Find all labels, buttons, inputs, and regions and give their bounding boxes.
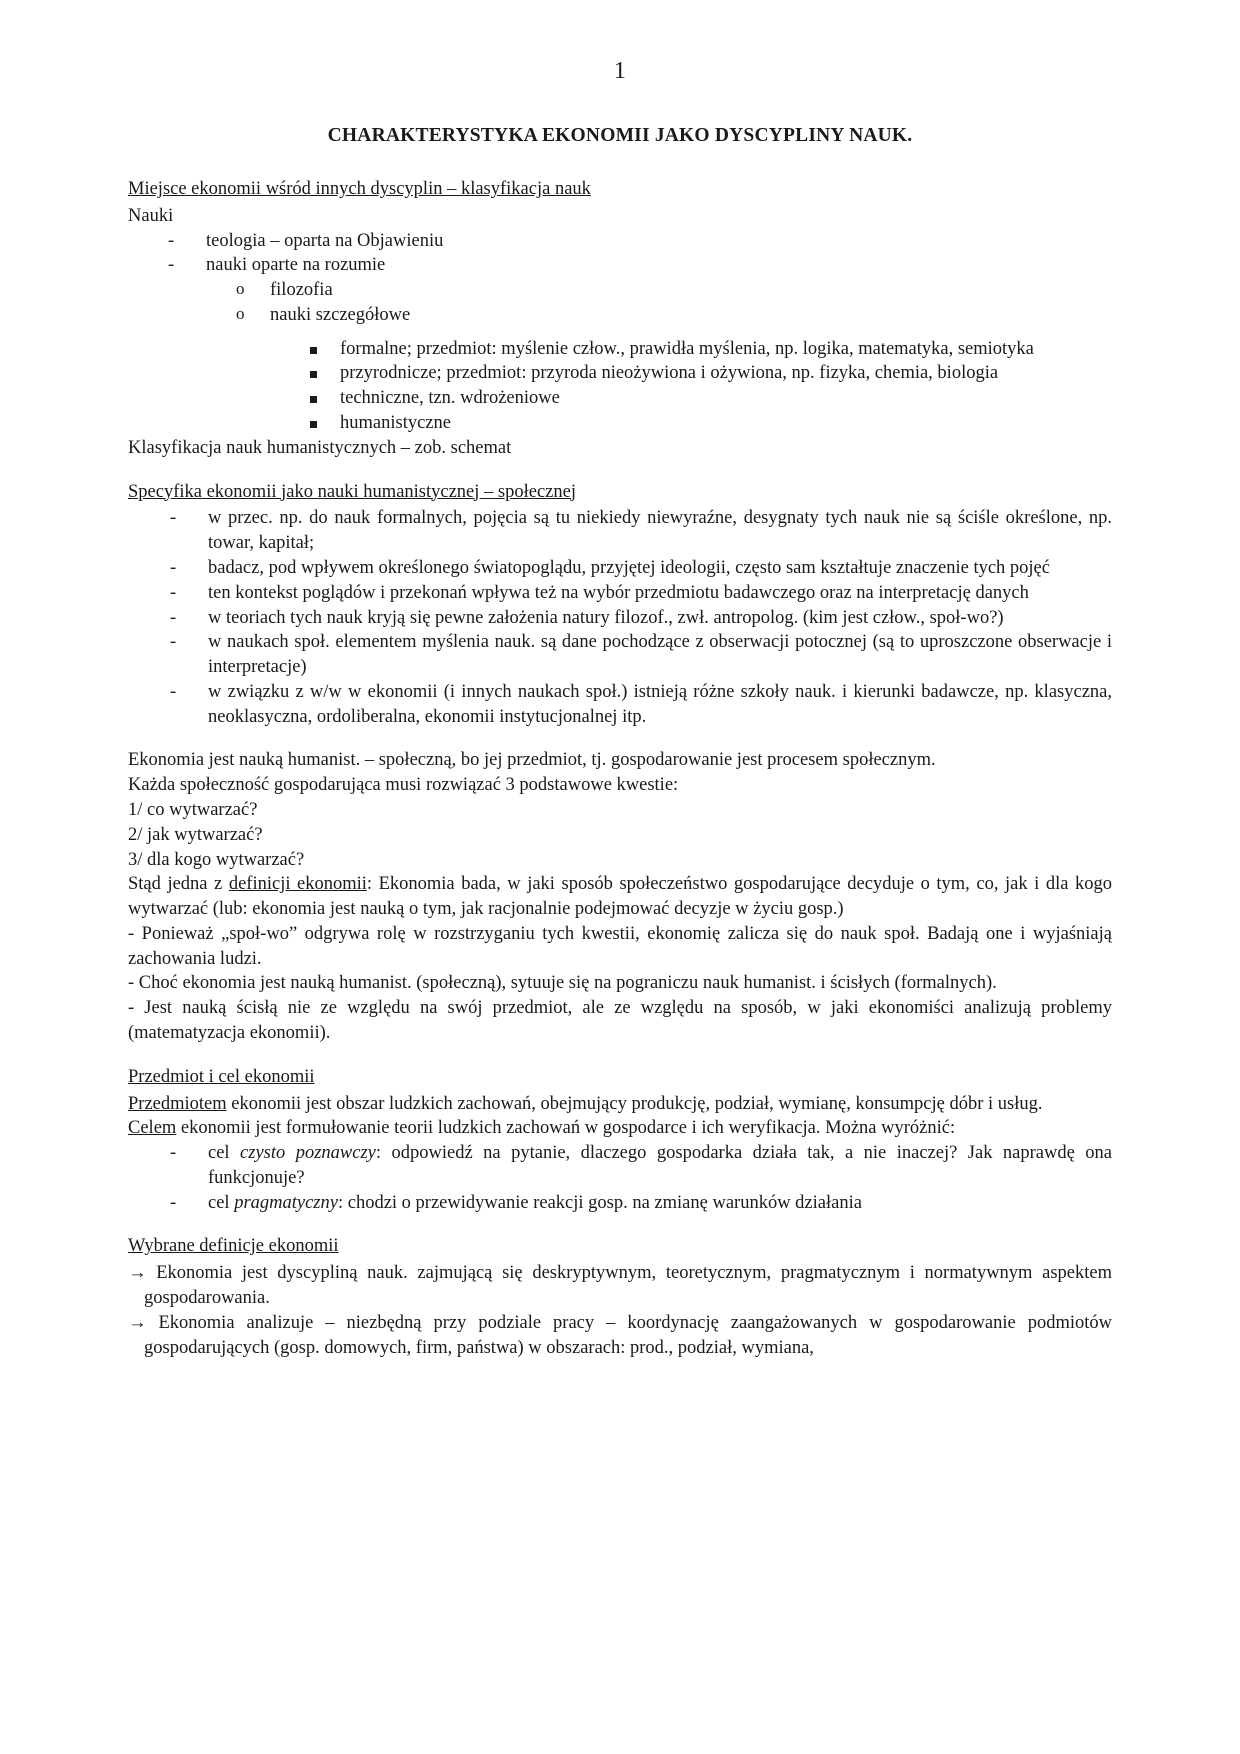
goal-item-pre: cel xyxy=(208,1192,235,1213)
section-heading-definitions-text: Wybrane definicje ekonomii xyxy=(128,1236,339,1257)
list-item xyxy=(128,1191,1112,1216)
goal-text: ekonomii jest formułowanie teorii ludzkich zachowań w gospodarce i ich weryfikacja. Można wyróżnić: xyxy=(176,1118,956,1139)
definition-item-2: → Ekonomia analizuje – niezbędną przy podziale pracy – koordynację zaangażowanych w gospodarowanie podmiotów gospodarujących (gosp. domowych, firm, państwa) w obszarach: prod., podział, wymiana, xyxy=(128,1312,1112,1358)
subject-label: Przedmiotem xyxy=(128,1093,227,1114)
list-item: formalne; przedmiot: myślenie człow., prawidła myślenia, np. logika, matematyka, semiotyka xyxy=(128,337,1112,362)
section-heading-specifics-text: Specyfika ekonomii jako nauki humanistycznej – społecznej xyxy=(128,481,576,502)
list-item xyxy=(128,1141,1112,1191)
list-item: - badacz, pod wpływem określonego światopoglądu, przyjętej ideologii, często sam kształtuje znaczenie tych pojęć xyxy=(128,556,1112,581)
humanistic-intro-1: Ekonomia jest nauką humanist. – społeczną, bo jej przedmiot, tj. gospodarowanie jest procesem społecznym. xyxy=(128,750,936,771)
humanistic-note-2: - Choć ekonomia jest nauką humanist. (społeczną), sytuuje się na pograniczu nauk humanist. i ścisłych (formalnych). xyxy=(128,973,997,994)
subject-paragraph xyxy=(128,1092,1112,1117)
goal-item-emphasis: pragmatyczny xyxy=(234,1192,338,1213)
goals-list xyxy=(128,1141,1112,1215)
list-item: o filozofia xyxy=(128,278,1112,303)
list-item: - w przec. np. do nauk formalnych, pojęcia są tu niekiedy niewyraźne, desygnaty tych nauk nie są ściśle określone, np. towar, kapitał; xyxy=(128,506,1112,556)
list-item: - w związku z w/w w ekonomii (i innych naukach społ.) istnieją różne szkoły nauk. i kierunki badawcze, np. klasyczna, neoklasyczna, ordoliberalna, ekonomii instytucjonalnej itp. xyxy=(128,680,1112,730)
definition-rest: : Ekonomia bada, w jaki sposób społeczeństwo gospodarujące decyduje o tym, co, jak i dla kogo wytwarzać (lub: ekonomia jest nauką o tym, jak racjonalnie podejmować decyzje w życiu gosp.) xyxy=(128,874,1112,920)
specifics-list xyxy=(128,506,1112,729)
subject-text: ekonomii jest obszar ludzkich zachowań, obejmujący produkcję, podział, wymianę, konsumpcję dóbr i usług. xyxy=(226,1093,1043,1114)
list-item: humanistyczne xyxy=(128,411,1112,436)
goal-item-emphasis: czysto poznawczy xyxy=(240,1143,376,1164)
definition-item-1: → Ekonomia jest dyscypliną nauk. zajmującą się deskryptywnym, teoretycznym, pragmatycznym i normatywnym aspektem gospodarowania. xyxy=(128,1263,1112,1309)
question-2: 2/ jak wytwarzać? xyxy=(128,824,263,845)
definition-prefix: Stąd jedna z xyxy=(128,874,229,895)
classification-level3-list xyxy=(128,337,1112,436)
classification-root: Nauki xyxy=(128,205,174,226)
list-item: - w naukach społ. elementem myślenia nauk. są dane pochodzące z obserwacji potocznej (są to uproszczone obserwacje i interpretacje) xyxy=(128,630,1112,680)
question-3: 3/ dla kogo wytwarzać? xyxy=(128,849,305,870)
document-title: CHARAKTERYSTYKA EKONOMII JAKO DYSCYPLINY NAUK. xyxy=(327,125,913,146)
goal-item-post: : chodzi o przewidywanie reakcji gosp. na zmianę warunków działania xyxy=(337,1192,862,1213)
list-item: o nauki szczegółowe xyxy=(128,303,1112,328)
humanistic-note-3: - Jest nauką ścisłą nie ze względu na swój przedmiot, ale ze względu na sposób, w jaki ekonomiści analizują problemy (matematyzacja ekonomii). xyxy=(128,998,1112,1043)
question-1: 1/ co wytwarzać? xyxy=(128,799,258,820)
list-item: - w teoriach tych nauk kryją się pewne założenia natury filozof., zwł. antropolog. (kim jest człow., społ-wo?) xyxy=(128,606,1112,631)
humanistic-intro-2: Każda społeczność gospodarująca musi rozwiązać 3 podstawowe kwestie: xyxy=(128,775,679,796)
section-heading-definitions xyxy=(128,1234,1112,1259)
classification-level1-list xyxy=(128,229,1112,279)
definition-underlined-term: definicji ekonomii xyxy=(228,874,367,895)
section-heading-classification-text: Miejsce ekonomii wśród innych dyscyplin – klasyfikacja nauk xyxy=(128,179,591,199)
list-item: - teologia – oparta na Objawieniu xyxy=(128,229,1112,254)
page-number: 1 xyxy=(613,58,627,84)
classification-closing: Klasyfikacja nauk humanistycznych – zob. schemat xyxy=(128,437,512,458)
classification-level2-list xyxy=(128,278,1112,328)
section-heading-classification xyxy=(128,177,1112,202)
humanistic-note-1: - Ponieważ „społ-wo” odgrywa rolę w rozstrzyganiu tych kwestii, ekonomię zalicza się do nauk społ. Badają one i wyjaśniają zachowania ludzi. xyxy=(128,923,1112,969)
section-heading-subject xyxy=(128,1065,1112,1090)
goal-label: Celem xyxy=(128,1118,177,1139)
list-item: przyrodnicze; przedmiot: przyroda nieożywiona i ożywiona, np. fizyka, chemia, biologia xyxy=(128,361,1112,386)
definition-paragraph xyxy=(128,872,1112,922)
goal-item-post: : odpowiedź na pytanie, dlaczego gospodarka działa tak, a nie inaczej? Jak naprawdę ona funkcjonuje? xyxy=(208,1143,1113,1188)
section-heading-subject-text: Przedmiot i cel ekonomii xyxy=(128,1066,315,1087)
goal-item-pre: cel xyxy=(208,1143,241,1164)
goal-paragraph xyxy=(128,1116,1112,1141)
list-item: techniczne, tzn. wdrożeniowe xyxy=(128,386,1112,411)
list-item: - nauki oparte na rozumie xyxy=(128,253,1112,278)
list-item: - ten kontekst poglądów i przekonań wpływa też na wybór przedmiotu badawczego oraz na interpretację danych xyxy=(128,581,1112,606)
section-heading-specifics xyxy=(128,480,1112,505)
